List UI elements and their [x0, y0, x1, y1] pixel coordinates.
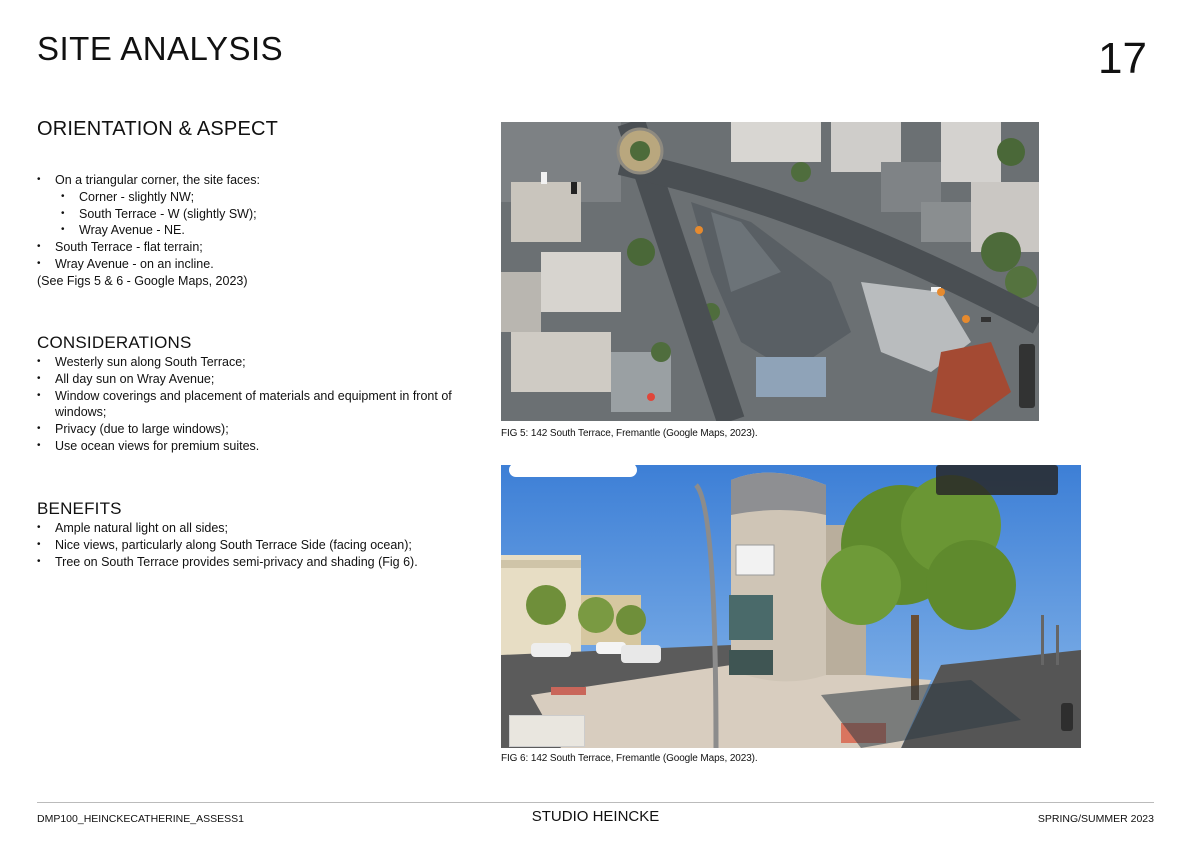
list-item: • Nice views, particularly along South Terrace Side (facing ocean); [37, 537, 457, 554]
list-item: • All day sun on Wray Avenue; [37, 371, 457, 388]
footer-studio-name: STUDIO HEINCKE [531, 808, 660, 825]
list-note: (See Figs 5 & 6 - Google Maps, 2023) [37, 273, 248, 288]
list-item: • Westerly sun along South Terrace; [37, 354, 457, 371]
footer-document-code: DMP100_HEINCKECATHERINE_ASSESS1 [37, 813, 244, 825]
list-item: • Wray Avenue - NE. [37, 222, 457, 239]
list-item: • On a triangular corner, the site faces: [37, 172, 457, 189]
street-view-illustration [501, 465, 1081, 748]
street-view-image [501, 465, 1081, 748]
list-item: • Use ocean views for premium suites. [37, 438, 457, 455]
list-item: • Privacy (due to large windows); [37, 421, 457, 438]
list-item: • Wray Avenue - on an incline. [37, 256, 457, 273]
list-item: • Ample natural light on all sides; [37, 520, 457, 537]
street-view-search-box[interactable] [509, 465, 637, 477]
benefits-heading: BENEFITS [37, 499, 122, 518]
considerations-heading: CONSIDERATIONS [37, 333, 192, 352]
street-view-zoom-controls[interactable] [1061, 703, 1073, 731]
aerial-map-image [501, 122, 1039, 421]
figure-5-caption: FIG 5: 142 South Terrace, Fremantle (Google Maps, 2023). [501, 428, 758, 439]
orientation-heading: ORIENTATION & ASPECT [37, 118, 279, 140]
list-item: • South Terrace - flat terrain; [37, 239, 457, 256]
aerial-map-illustration [501, 122, 1039, 421]
footer-divider [37, 802, 1154, 803]
benefits-list [37, 520, 457, 570]
list-item: • Window coverings and placement of materials and equipment in front of windows; [37, 388, 457, 422]
map-zoom-controls[interactable] [1019, 344, 1035, 408]
street-view-info-card [936, 465, 1058, 495]
list-item: • Corner - slightly NW; [37, 189, 457, 206]
minimap-thumbnail[interactable] [509, 715, 585, 747]
footer-season: SPRING/SUMMER 2023 [1037, 813, 1154, 825]
considerations-list [37, 354, 457, 455]
page-title: SITE ANALYSIS [37, 30, 284, 67]
page-number: 17 [1098, 34, 1147, 83]
orientation-list [37, 172, 457, 290]
figure-6-caption: FIG 6: 142 South Terrace, Fremantle (Google Maps, 2023). [501, 753, 758, 764]
list-item: • Tree on South Terrace provides semi-privacy and shading (Fig 6). [37, 554, 457, 571]
list-item: • South Terrace - W (slightly SW); [37, 206, 457, 223]
